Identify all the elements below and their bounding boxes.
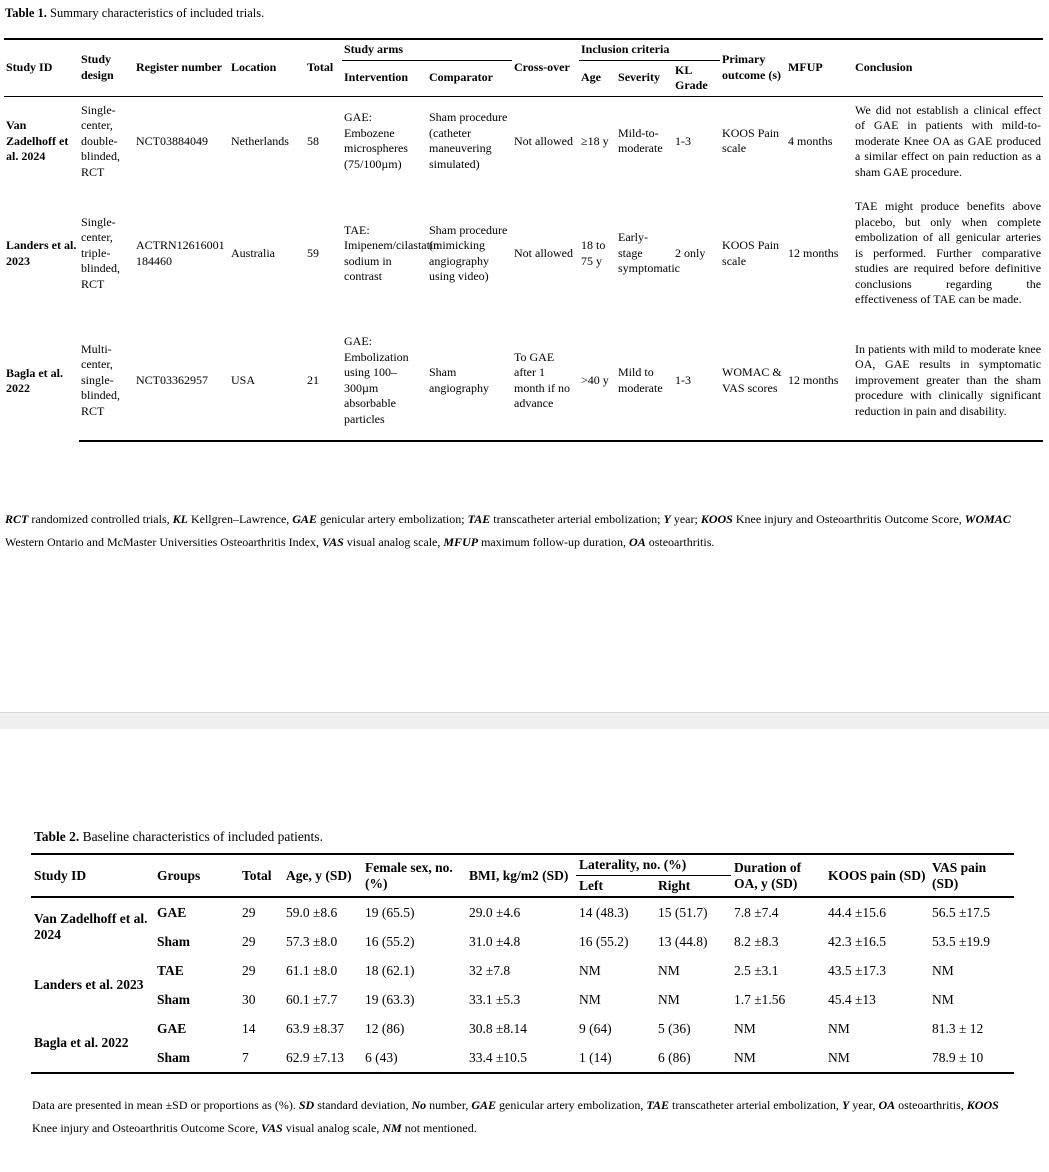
fn-text: Knee injury and Osteoarthritis Outcome Score, xyxy=(32,1121,261,1135)
cell-total: 29 xyxy=(242,904,256,920)
cell-study-id: Bagla et al. 2022 xyxy=(6,365,63,395)
fn-text: randomized controlled trials, xyxy=(28,512,173,526)
fn-abbr: Y xyxy=(841,1098,850,1112)
fn-abbr: TAE xyxy=(646,1098,670,1112)
cell-study-id: Van Zadelhoff et al. 2024 xyxy=(34,911,148,942)
cell-register: NCT03362957 xyxy=(134,321,229,441)
cell-right: 6 (86) xyxy=(655,1043,731,1073)
cell-total: 29 xyxy=(242,962,256,978)
cell-group: Sham xyxy=(157,933,191,949)
cell-vas: NM xyxy=(932,991,954,1007)
cell-design: Multi-center, single-blinded, RCT xyxy=(79,321,134,441)
cell-kl: 1-3 xyxy=(675,133,692,148)
cell-age: 60.1 ±7.7 xyxy=(286,991,338,1007)
header-right: Right xyxy=(655,876,731,898)
cell-right: NM xyxy=(658,962,680,978)
table-row xyxy=(31,927,1014,956)
table-row xyxy=(31,1043,1014,1073)
fn-abbr: SD xyxy=(298,1098,315,1112)
fn-abbr: TAE xyxy=(467,512,491,526)
cell-left: 1 (14) xyxy=(576,1043,655,1073)
cell-location: Australia xyxy=(231,245,275,260)
header-total: Total xyxy=(305,39,342,96)
cell-female: 12 (86) xyxy=(365,1020,405,1036)
cell-duration: 2.5 ±3.1 xyxy=(734,962,779,978)
cell-bmi: 29.0 ±4.6 xyxy=(469,904,521,920)
fn-abbr: OA xyxy=(629,535,646,549)
cell-total: 59 xyxy=(307,245,319,260)
fn-text: not mentioned. xyxy=(401,1121,477,1135)
cell-age: 63.9 ±8.37 xyxy=(286,1020,345,1036)
header-duration: Duration of OA, y (SD) xyxy=(731,854,825,897)
cell-mfup: 12 months xyxy=(788,245,839,260)
cell-total: 21 xyxy=(305,321,342,441)
fn-text: maximum follow-up duration, xyxy=(478,535,630,549)
header-age: Age, y (SD) xyxy=(283,854,362,897)
cell-group: Sham xyxy=(154,1043,239,1073)
fn-abbr: OA xyxy=(878,1098,896,1112)
cell-group: TAE xyxy=(157,962,184,978)
fn-abbr: KOOS xyxy=(966,1098,999,1112)
header-total: Total xyxy=(239,854,283,897)
header-bmi: BMI, kg/m2 (SD) xyxy=(466,854,576,897)
page-separator xyxy=(0,712,1049,730)
cell-register: ACTRN12616001184460 xyxy=(136,238,225,268)
cell-conclusion: In patients with mild to moderate knee OA, GAE results in symptomatic improvement greater than the sham procedure with clinically significant reduction in pain and disability. xyxy=(853,321,1043,441)
fn-text: year; xyxy=(670,512,701,526)
cell-vas: 81.3 ± 12 xyxy=(932,1020,984,1036)
cell-conclusion: TAE might produce benefits above placebo, but only when complete embolization of all genicular arteries is performed. Further comparative studies are required before definitive conclusions regarding the effectiveness of TAE can be made. xyxy=(855,199,1042,307)
cell-right: 15 (51.7) xyxy=(658,904,708,920)
fn-abbr: NM xyxy=(382,1121,402,1135)
fn-abbr: No xyxy=(411,1098,427,1112)
page-2 xyxy=(0,729,1049,1172)
cell-severity: Early-stage symptomatic xyxy=(618,230,681,276)
cell-bmi: 32 ±7.8 xyxy=(469,962,511,978)
header-intervention: Intervention xyxy=(342,60,427,96)
table-row xyxy=(4,186,1043,321)
cell-duration: 1.7 ±1.56 xyxy=(734,991,786,1007)
cell-duration: NM xyxy=(734,1020,756,1036)
cell-kl: 2 only xyxy=(675,245,706,260)
baseline-table xyxy=(31,853,1014,1074)
header-groups: Groups xyxy=(154,854,239,897)
cell-total: 58 xyxy=(307,133,319,148)
table1-caption xyxy=(5,6,264,21)
cell-female: 19 (65.5) xyxy=(365,904,415,920)
cell-right: 5 (36) xyxy=(658,1020,691,1036)
cell-left: 9 (64) xyxy=(579,1020,612,1036)
fn-text: genicular artery embolization, xyxy=(496,1098,647,1112)
header-laterality: Laterality, no. (%) xyxy=(576,854,731,876)
cell-comparator: Sham angiography xyxy=(427,321,512,441)
cell-study-id: Landers et al. 2023 xyxy=(6,238,77,268)
fn-text: standard deviation, xyxy=(314,1098,412,1112)
fn-text: Knee injury and Osteoarthritis Outcome Score, xyxy=(732,512,965,526)
cell-design: Single-center, triple-blinded, RCT xyxy=(81,214,120,291)
header-severity: Severity xyxy=(616,60,673,96)
cell-female: 16 (55.2) xyxy=(365,933,415,949)
table-row xyxy=(31,956,1014,985)
cell-bmi: 33.1 ±5.3 xyxy=(469,991,521,1007)
cell-age: 18 to 75 y xyxy=(581,238,606,268)
fn-text: year, xyxy=(849,1098,879,1112)
cell-outcome: WOMAC & VAS scores xyxy=(720,321,786,441)
fn-abbr: GAE xyxy=(471,1098,497,1112)
cell-mfup: 4 months xyxy=(788,133,833,148)
cell-crossover: Not allowed xyxy=(514,133,574,148)
fn-text: transcatheter arterial embolization, xyxy=(669,1098,842,1112)
cell-duration: 7.8 ±7.4 xyxy=(734,904,779,920)
cell-koos: 44.4 ±15.6 xyxy=(828,904,887,920)
header-study-design: Study design xyxy=(79,39,134,96)
fn-text: visual analog scale, xyxy=(343,535,444,549)
cell-age: >40 y xyxy=(579,321,616,441)
table2-footnote xyxy=(32,1094,1017,1140)
fn-text: transcatheter arterial embolization; xyxy=(490,512,664,526)
cell-crossover: To GAE after 1 month if no advance xyxy=(512,321,579,441)
header-study-arms: Study arms xyxy=(342,39,512,60)
cell-vas: 53.5 ±19.9 xyxy=(932,933,991,949)
header-location: Location xyxy=(229,39,305,96)
cell-bmi: 31.0 ±4.8 xyxy=(469,933,521,949)
table2-header-row-1 xyxy=(31,854,1014,876)
cell-location: Netherlands xyxy=(231,133,289,148)
fn-abbr: VAS xyxy=(260,1121,283,1135)
header-study-id: Study ID xyxy=(4,39,79,96)
cell-intervention: GAE: Embolization using 100–300µm absorbable particles xyxy=(342,321,427,441)
cell-duration: NM xyxy=(731,1043,825,1073)
table2-caption xyxy=(34,829,323,845)
cell-study-id: Landers et al. 2023 xyxy=(34,977,144,992)
table1-caption-label: Table 1. xyxy=(5,6,47,20)
header-primary-outcome: Primary outcome (s) xyxy=(720,39,786,96)
fn-text: Kellgren–Lawrence, xyxy=(187,512,293,526)
header-study-id: Study ID xyxy=(31,854,154,897)
fn-text: osteoarthritis, xyxy=(895,1098,967,1112)
cell-intervention: GAE: Embozene microspheres (75/100µm) xyxy=(344,110,408,171)
cell-female: 18 (62.1) xyxy=(365,962,415,978)
cell-left: 16 (55.2) xyxy=(579,933,629,949)
cell-severity: Mild-to-moderate xyxy=(618,125,663,156)
table-row xyxy=(4,321,1043,441)
cell-study-id: Van Zadelhoff et al. 2024 xyxy=(6,118,69,163)
fn-intro: Data are presented in mean ±SD or proportions as (%). xyxy=(32,1098,299,1112)
header-kl-grade: KL Grade xyxy=(673,60,720,96)
cell-severity: Mild to moderate xyxy=(616,321,673,441)
fn-text: visual analog scale, xyxy=(282,1121,383,1135)
header-age: Age xyxy=(579,60,616,96)
cell-design: Single-center, double-blinded, RCT xyxy=(81,102,120,179)
cell-female: 19 (63.3) xyxy=(365,991,415,1007)
cell-female: 6 (43) xyxy=(362,1043,466,1073)
cell-group: GAE xyxy=(157,904,187,920)
cell-bmi: 30.8 ±8.14 xyxy=(469,1020,528,1036)
cell-koos: 43.5 ±17.3 xyxy=(828,962,887,978)
cell-group: GAE xyxy=(157,1020,187,1036)
header-crossover: Cross-over xyxy=(512,39,579,96)
cell-left: NM xyxy=(579,991,601,1007)
cell-koos: NM xyxy=(828,1020,850,1036)
header-inclusion-criteria: Inclusion criteria xyxy=(579,39,720,60)
cell-group: Sham xyxy=(157,991,191,1007)
cell-age: ≥18 y xyxy=(581,133,609,148)
cell-left: 14 (48.3) xyxy=(579,904,629,920)
header-conclusion: Conclusion xyxy=(853,39,1043,96)
table-row xyxy=(31,1014,1014,1043)
cell-conclusion: We did not establish a clinical effect of GAE in patients with mild-to-moderate Knee OA as GAE produced a similar effect on pain reduction as a sham GAE procedure. xyxy=(855,102,1042,179)
header-vas: VAS pain (SD) xyxy=(929,854,1014,897)
cell-koos: 45.4 ±13 xyxy=(828,991,876,1007)
cell-right: 13 (44.8) xyxy=(658,933,708,949)
header-register-number: Register number xyxy=(134,39,229,96)
fn-text: number, xyxy=(426,1098,472,1112)
header-comparator: Comparator xyxy=(427,60,512,96)
cell-total: 29 xyxy=(242,933,256,949)
cell-koos: NM xyxy=(825,1043,929,1073)
fn-abbr: GAE xyxy=(292,512,317,526)
header-koos: KOOS pain (SD) xyxy=(825,854,929,897)
cell-crossover: Not allowed xyxy=(514,245,574,260)
cell-duration: 8.2 ±8.3 xyxy=(734,933,779,949)
table-row xyxy=(31,985,1014,1014)
cell-kl: 1-3 xyxy=(673,321,720,441)
cell-right: NM xyxy=(658,991,680,1007)
table1-footnote xyxy=(5,508,1043,554)
table2-caption-text: Baseline characteristics of included patients. xyxy=(79,829,323,844)
cell-age: 61.1 ±8.0 xyxy=(286,962,338,978)
cell-age: 62.9 ±7.13 xyxy=(283,1043,362,1073)
fn-abbr: WOMAC xyxy=(964,512,1011,526)
header-left: Left xyxy=(576,876,655,898)
cell-koos: 42.3 ±16.5 xyxy=(828,933,887,949)
cell-age: 57.3 ±8.0 xyxy=(286,933,338,949)
cell-outcome: KOOS Pain scale xyxy=(722,125,780,156)
cell-vas: 56.5 ±17.5 xyxy=(932,904,991,920)
cell-total: 7 xyxy=(239,1043,283,1073)
cell-study-id: Bagla et al. 2022 xyxy=(31,1014,154,1073)
fn-abbr: RCT xyxy=(5,512,29,526)
table1-caption-text: Summary characteristics of included trials. xyxy=(46,6,265,20)
cell-vas: 78.9 ± 10 xyxy=(929,1043,1014,1073)
cell-bmi: 33.4 ±10.5 xyxy=(466,1043,576,1073)
fn-abbr: KL xyxy=(172,512,188,526)
cell-mfup: 12 months xyxy=(786,321,853,441)
fn-text: Western Ontario and McMaster Universities Osteoarthritis Index, xyxy=(5,535,322,549)
table-row xyxy=(4,96,1043,186)
summary-table xyxy=(4,38,1043,442)
cell-outcome: KOOS Pain scale xyxy=(722,238,780,268)
table1-header-row-1 xyxy=(4,39,1043,60)
cell-total: 30 xyxy=(242,991,256,1007)
cell-vas: NM xyxy=(932,962,954,978)
cell-intervention: TAE: Imipenem/cilastatin sodium in contrast xyxy=(344,222,440,283)
cell-left: NM xyxy=(579,962,601,978)
cell-location: USA xyxy=(229,321,305,441)
cell-total: 14 xyxy=(242,1020,256,1036)
cell-comparator: Sham procedure (catheter maneuvering simulated) xyxy=(429,110,508,171)
fn-abbr: MFUP xyxy=(443,535,479,549)
fn-abbr: VAS xyxy=(321,535,344,549)
fn-abbr: Y xyxy=(663,512,671,526)
fn-text: genicular artery embolization; xyxy=(316,512,468,526)
cell-comparator: Sham procedure (mimicking angiography using video) xyxy=(429,222,508,283)
cell-register: NCT03884049 xyxy=(136,133,208,148)
table2-caption-label: Table 2. xyxy=(34,829,80,844)
cell-age: 59.0 ±8.6 xyxy=(286,904,338,920)
fn-text: osteoarthritis. xyxy=(645,535,715,549)
header-mfup: MFUP xyxy=(786,39,853,96)
table-row xyxy=(31,897,1014,927)
fn-abbr: KOOS xyxy=(700,512,733,526)
header-female: Female sex, no. (%) xyxy=(362,854,466,897)
